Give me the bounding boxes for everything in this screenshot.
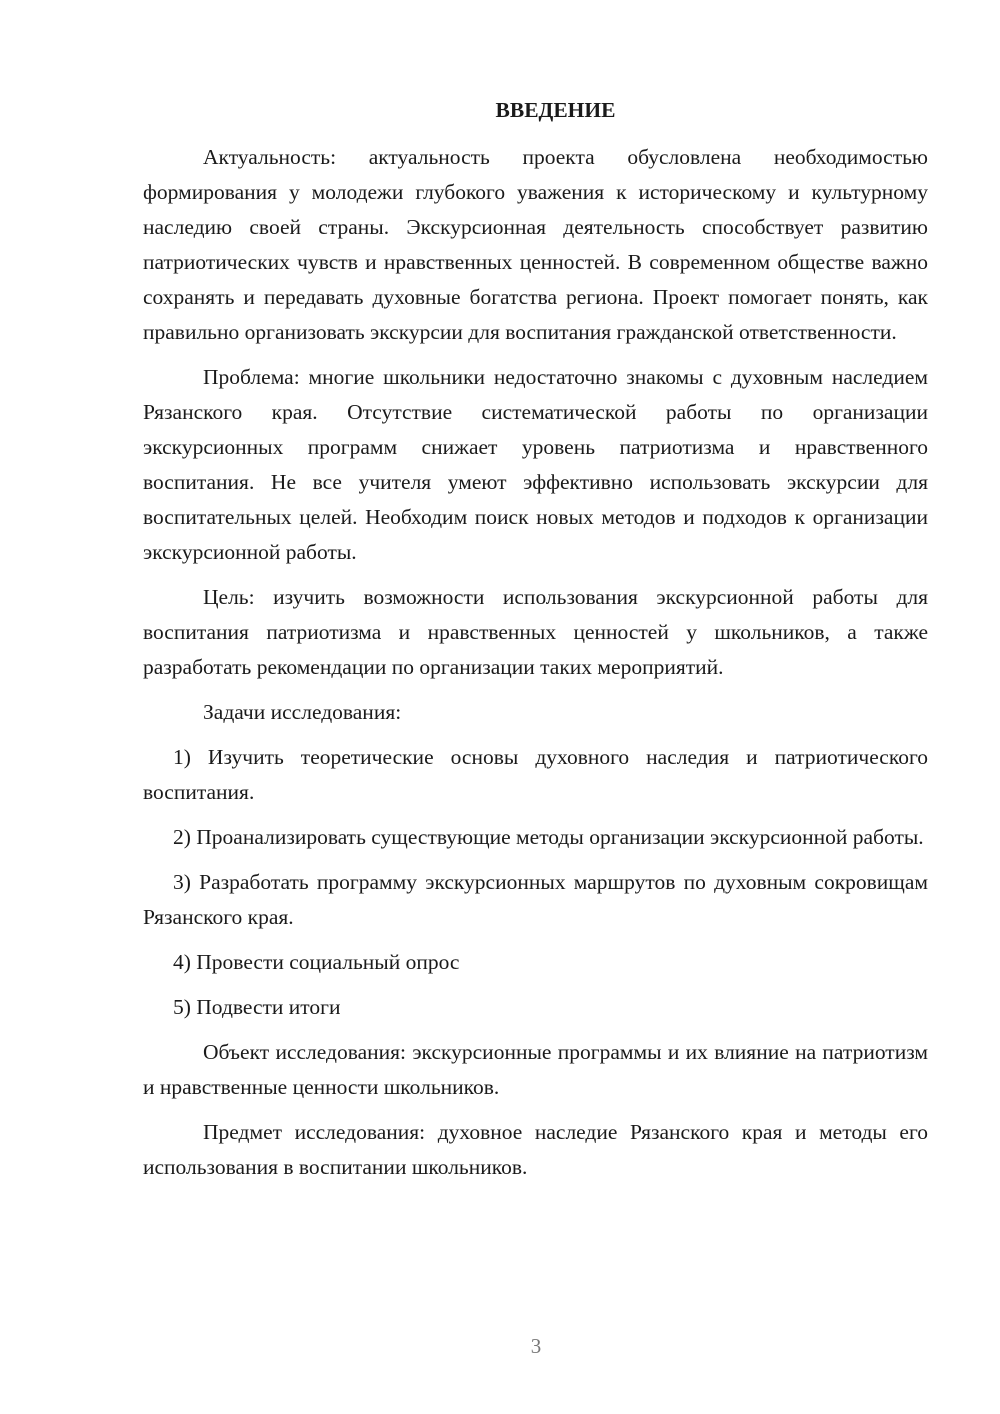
paragraph-goal: Цель: изучить возможности использования экскурсионной работы для воспитания патриотизма и нравственных ценностей у школьников, а также разработать рекомендации по организации таких мероприятий.	[143, 585, 928, 679]
tasks-heading: Задачи исследования:	[203, 700, 402, 724]
paragraph-relevance: Актуальность: актуальность проекта обусловлена необходимостью формирования у молодежи глубокого уважения к историческому и культурному наследию своей страны. Экскурсионная деятельность способствует развитию патриотических чувств и нравственных ценностей. В современном обществе важно сохранять и передавать духовные богатства региона. Проект помогает понять, как правильно организовать экскурсии для воспитания гражданской ответственности.	[143, 145, 928, 344]
paragraph-subject: Предмет исследования: духовное наследие Рязанского края и методы его использования в воспитании школьников.	[143, 1120, 928, 1179]
task-item-3: 3) Разработать программу экскурсионных маршрутов по духовным сокровищам Рязанского края.	[143, 870, 928, 929]
paragraph-problem: Проблема: многие школьники недостаточно знакомы с духовным наследием Рязанского края. Отсутствие систематической работы по организации экскурсионных программ снижает уровень патриотизма и нравственного воспитания. Не все учителя умеют эффективно использовать экскурсии для воспитательных целей. Необходим поиск новых методов и подходов к организации экскурсионной работы.	[143, 365, 928, 564]
section-title: ВВЕДЕНИЕ	[495, 98, 616, 122]
page-number: 3	[530, 1334, 542, 1358]
task-item-5: 5) Подвести итоги	[173, 995, 341, 1019]
task-item-1: 1) Изучить теоретические основы духовного наследия и патриотического воспитания.	[143, 745, 928, 804]
paragraph-object: Объект исследования: экскурсионные программы и их влияние на патриотизм и нравственные ценности школьников.	[143, 1040, 928, 1099]
task-item-4: 4) Провести социальный опрос	[173, 950, 460, 974]
document-page	[143, 95, 928, 1185]
task-item-2: 2) Проанализировать существующие методы организации экскурсионной работы.	[173, 825, 924, 849]
